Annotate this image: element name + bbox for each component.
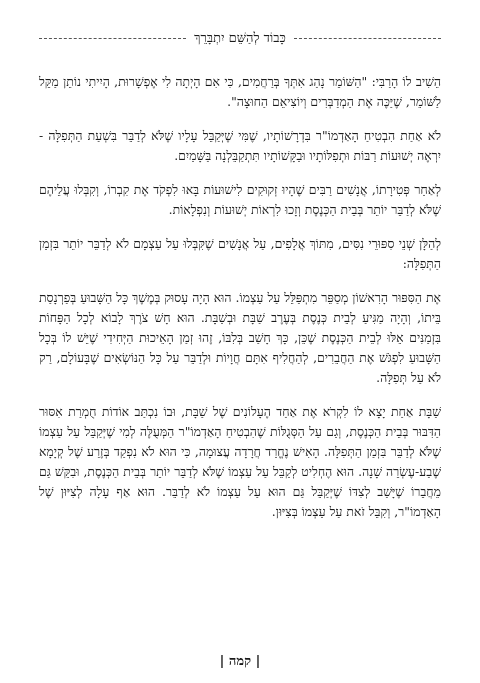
page-body [39, 72, 441, 534]
paragraph: לֹא אַחַת הִבְטִיחַ הָאַדְמוֹ"ר בִּדְרָשׁוֹתָיו, שֶׁמִּי שֶׁיְּקַבֵּל עָלָיו שֶׁלֹּא לְדַבֵּר בִּשְׁעַת הַתְּפִלָּה - יִרְאֶה יְשׁוּעוֹת רַבּוֹת וּתְפִלּוֹתָיו וּבַקָּשׁוֹתָיו תִּתְקַבֵּלְנָה בַּשָּׁמַיִם. [39, 128, 441, 163]
page-number: | קמה | [219, 654, 261, 669]
header-rule-right [294, 38, 441, 39]
running-header-title: כָּבוֹד לְהַשֵּׁם יִתְבָּרֵךְ [194, 31, 286, 46]
paragraph: שַׁבָּת אַחַת יָצָא לוֹ לִקְרֹא אֶת אַחַד הֶעָלוֹנִים שֶׁל שַׁבָּת, וּבוֹ נִכְתַּב אוֹדוֹת חֻמְרַת אִסּוּר הַדִּבּוּר בְּבֵית הַכְּנֶסֶת, וְגַם עַל הַסְּגֻלּוֹת שֶׁהִבְטִיחַ הָאַדְמוֹ"ר הַמְּעֻלֶּה לְמִי שֶׁיְּקַבֵּל עַל עַצְמוֹ שֶׁלֹּא לְדַבֵּר בִּזְמַן הַתְּפִלָּה. הָאִישׁ נֶחֱרַד חֲרָדָה עֲצוּמָה, כִּי הוּא לֹא נִפְקַד בְּזֶרַע שֶׁל קְיָמָא שֶׁבַע-עֶשְׂרֵה שָׁנָה. הוּא הֶחְלִיט לְקַבֵּל עַל עַצְמוֹ שֶׁלֹּא לְדַבֵּר יוֹתֵר בְּבֵית הַכְּנֶסֶת, וּבִקֵּשׁ גַּם מֵחֲבֵרוֹ שֶׁיָּשַׁב לְצִדּוֹ שֶׁיְּקַבֵּל גַּם הוּא עַל עַצְמוֹ לֹא לְדַבֵּר. הוּא אַף עָלָה לְצִיּוּן שֶׁל הָאַדְמוֹ"ר, וְקִבֵּל זֹאת עַל עַצְמוֹ בְּצִיּוּן. [39, 404, 441, 519]
paragraph: לְאַחַר פְּטִירָתוֹ, אֲנָשִׁים רַבִּים שֶׁהָיוּ זְקוּקִים לִישׁוּעוֹת בָּאוּ לִפְקֹד אֶת קִבְרוֹ, וְקִבְּלוּ עֲלֵיהֶם שֶׁלֹּא לְדַבֵּר יוֹתֵר בְּבֵית הַכְּנֶסֶת וְזָכוּ לִרְאוֹת יְשׁוּעוֹת וְנִפְלָאוֹת. [39, 182, 441, 217]
running-header [39, 30, 441, 46]
paragraph: אֶת הַסִּפּוּר הָרִאשׁוֹן מְסַפֵּר מִתְפַּלֵּל עַל עַצְמוֹ. הוּא הָיָה עָסוּק בְּמֶשֶׁךְ כָּל הַשָּׁבוּעַ בְּפַרְנָסַת בֵּיתוֹ, וְהָיָה מַגִּיעַ לְבֵית כְּנֶסֶת בְּעֶרֶב שַׁבָּת וּבְשַׁבָּת. הוּא חָשׁ צֹרֶךְ לָבוֹא לְכָל הַפָּחוֹת בִּזְמַנִּים אֵלּוּ לְבֵית הַכְּנֶסֶת שֶׁכֵּן, כָּךְ חָשַׁב בְּלִבּוֹ, זֶהוּ זְמַן הָאֵיכוּת הַיְּחִידִי שֶׁיֵּשׁ לוֹ בְּכָל הַשָּׁבוּעַ לִפְגֹּשׁ אֶת הַחֲבֵרִים, לְהַחֲלִיף אִתָּם חֲוָיוֹת וּלְדַבֵּר עַל כָּל הַנּוֹשְׂאִים שֶׁבָּעוֹלָם, רַק לֹא עַל תְּפִלָּה. [39, 290, 441, 385]
header-rule-left [39, 38, 186, 39]
paragraph: לְהַלָּן שְׁנֵי סִפּוּרֵי נִסִּים, מִתּוֹךְ אֲלָפִים, עַל אֲנָשִׁים שֶׁקִּבְּלוּ עַל עַצְמָם לֹא לְדַבֵּר יוֹתֵר בִּזְמַן הַתְּפִלָּה: [39, 236, 441, 271]
paragraph: הֵשִׁיב לוֹ הָרַבִּי: "הַשּׁוֹמֵר נָהַג אִתְּךָ בְּרַחֲמִים, כִּי אִם הָיְתָה לִי אֶפְשָׁרוּת, הָיִיתִי נוֹתֵן מַקֵּל לַשּׁוֹמֵר, שֶׁיַּכֶּה אֶת הַמְדַבְּרִים וְיוֹצִיאֵם הַחוּצָה". [39, 74, 441, 109]
